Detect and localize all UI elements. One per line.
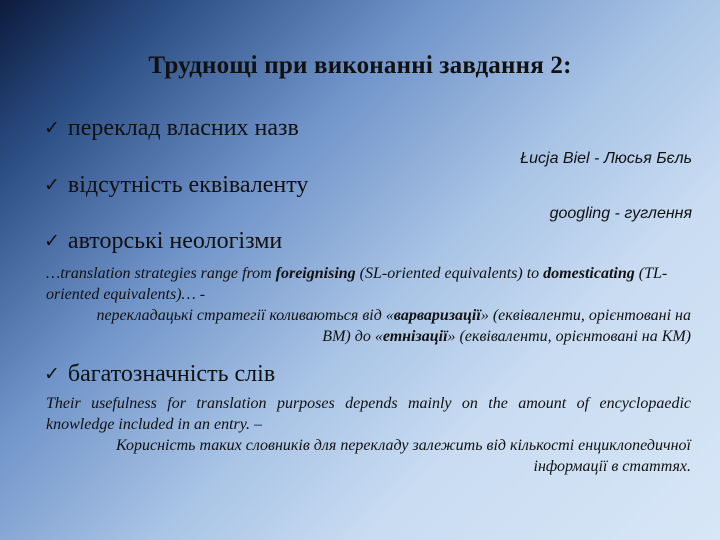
quote-text: …translation strategies range from [46,265,276,282]
quote-term-foreignising: foreignising [275,265,356,282]
bullet-neologisms [44,228,282,255]
slide-title: Труднощі при виконанні завдання 2: [148,52,572,79]
quote-ukrainian [46,305,691,347]
quote-text: (TL-oriented equivalents)… - [46,265,668,303]
bullet-label: багатозначність слів [67,361,276,387]
quote-text: перекладацькі стратегії коливаються від « [96,307,394,324]
quote-english: Their usefulness for translation purposes depends mainly on the amount of encyclopaedic knowledge included in an entry. – [46,395,691,433]
checkmark-icon: ✓ [44,117,60,139]
bullet-label: переклад власних назв [67,115,299,141]
checkmark-icon: ✓ [44,174,60,196]
quote-translation-strategies [46,263,691,347]
example-proper-name: Łucja Biel - Люсья Бєль [520,150,692,167]
quote-term-varvaryzatsii: варваризації [393,307,481,324]
bullet-label: авторські неологізми [67,228,283,254]
quote-english [46,263,691,305]
bullet-no-equivalent [44,172,308,199]
quote-text: » (еквіваленти, орієнтовані на КМ) [447,328,691,345]
quote-text: » (еквіваленти, орієнтовані на ВМ) до « [322,307,691,345]
checkmark-icon: ✓ [44,363,60,385]
bullet-proper-names [44,115,299,142]
quote-term-domesticating: domesticating [543,265,635,282]
quote-dictionaries [46,393,691,477]
quote-text: (SL-oriented equivalents) to [355,265,544,282]
example-equivalent: googling - гуглення [549,205,692,222]
bullet-label: відсутність еквіваленту [67,172,309,198]
quote-ukrainian: Корисність таких словників для перекладу залежить від кількості енциклопедичної інформації в статтях. [116,437,691,475]
checkmark-icon: ✓ [44,230,60,252]
quote-term-etnizatsii: етнізації [382,328,448,345]
bullet-polysemy [44,361,275,388]
